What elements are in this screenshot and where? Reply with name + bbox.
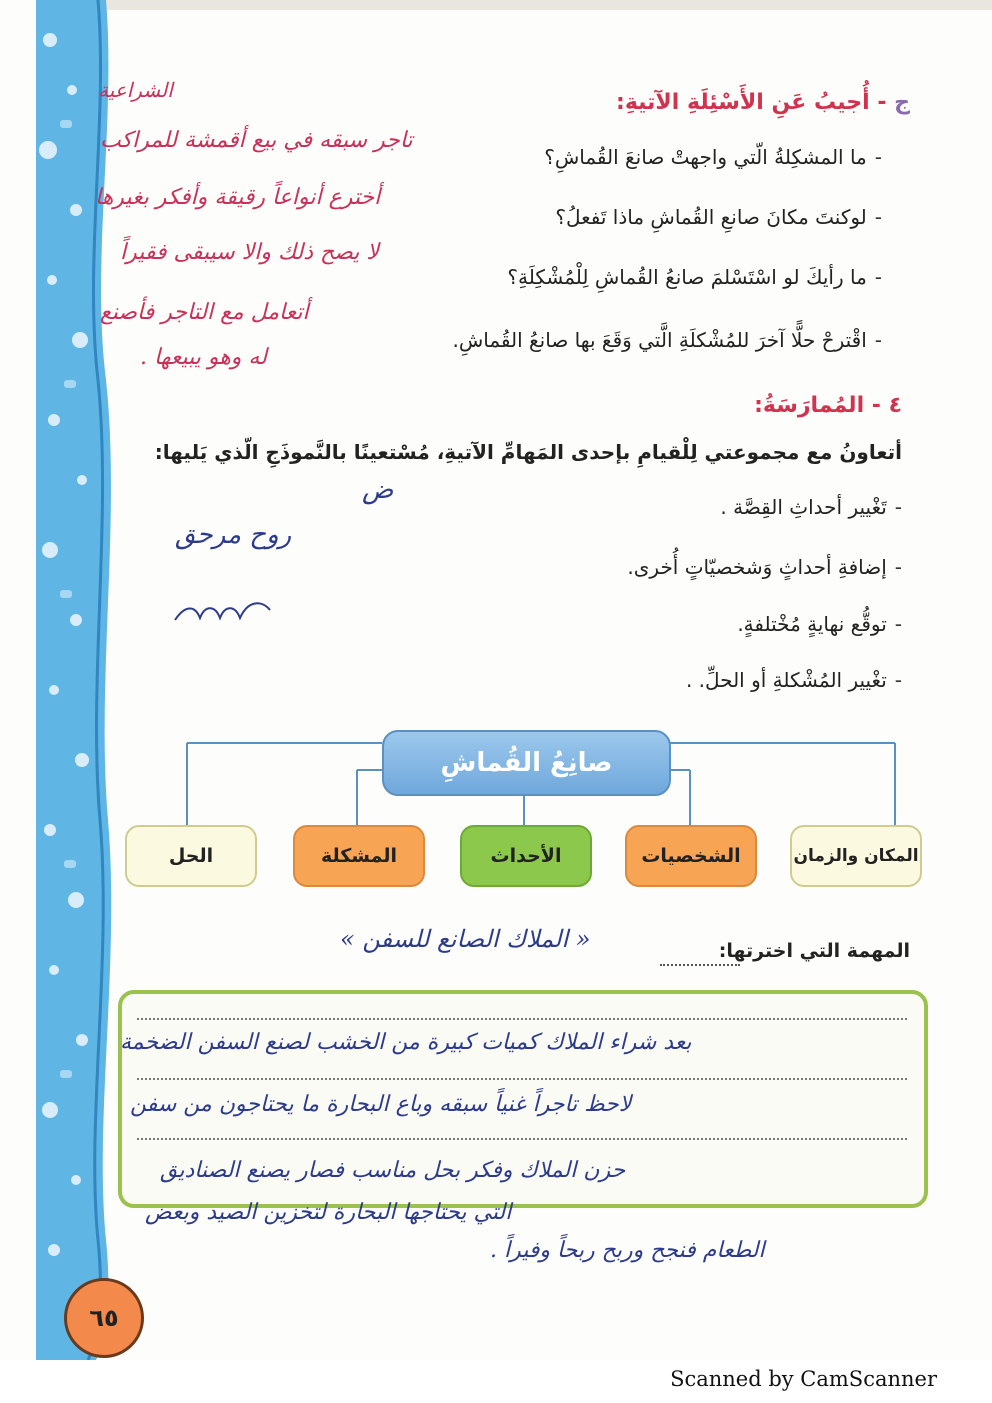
page-number-badge: [64, 1278, 144, 1358]
task-option-1: -تَغْيير أحداثِ القِصَّة .: [720, 495, 902, 519]
writing-line: [137, 1076, 907, 1080]
answer-4: أتعامل مع التاجر فأصنع: [100, 300, 309, 325]
answer-4-continuation: له وهو يبيعها .: [140, 345, 267, 370]
question-1-text: ما المشكِلةُ الّتي واجهتْ صانعَ القُماشِ؟: [544, 145, 867, 169]
section-c-title: أُجيبُ عَنِ الأَسْئِلَةِ الآتيةِ:: [616, 90, 870, 115]
answer-1: تاجر سبقه في بيع أقمشة للمراكب: [100, 128, 413, 153]
node-characters: الشخصيات: [625, 825, 757, 887]
answer-3: لا يصح ذلك والا سيبقى فقيراً: [120, 240, 379, 265]
task-option-4: -تغْيير المُشْكلةِ أو الحلِّ. .: [685, 668, 902, 692]
section-letter: ج: [894, 90, 910, 115]
node-problem: المشكلة: [293, 825, 425, 887]
writing-line: [137, 1136, 907, 1140]
question-3-text: ما رأيكَ لو اسْتَسْلمَ صانعُ القُماشِ لِلْمُشْكِلَةِ؟: [507, 265, 867, 289]
task-option-2: -إضافةِ أحداثٍ وَشخصيّاتٍ أُخرى.: [627, 555, 902, 579]
task-option-4-text: تغْيير المُشْكلةِ أو الحلِّ. .: [685, 668, 887, 692]
task-option-3: -توقُّع نهايةٍ مُخْتلفةٍ.: [737, 612, 902, 636]
practice-instruction: أتعاونُ مع مجموعتي لِلْقيامِ بإحدى المَهامِّ الآتيةِ، مُسْتعينًا بالنَّموذَجِ الّذي يَليها:: [154, 440, 902, 464]
chosen-task-label: المهمة التي اخترتها:: [718, 940, 910, 962]
story-line-1: بعد شراء الملاك كميات كبيرة من الخشب لصنع السفن الضخمة: [120, 1030, 692, 1055]
section-4-heading: ٤ - المُمارَسَةُ:: [754, 393, 902, 418]
scanner-credit: Scanned by CamScanner: [670, 1367, 937, 1391]
scribble-loops: [170, 580, 290, 630]
node-events: الأحداث: [460, 825, 592, 887]
writing-line: [137, 1016, 907, 1020]
node-solution: الحل: [125, 825, 257, 887]
margin-note: الشراعية: [98, 78, 173, 102]
question-4: -اقْترحْ حلًّا آخرَ للمُشْكلَةِ الَّتي وَقَعَ بها صانعُ القُماشِ.: [452, 328, 882, 352]
task-option-2-text: إضافةِ أحداثٍ وَشخصيّاتٍ أُخرى.: [627, 555, 887, 579]
story-structure-diagram: [120, 725, 930, 895]
node-place-time: المكان والزمان: [790, 825, 922, 887]
story-line-2: لاحظ تاجراً غنياً سبقه وباع البحارة ما يحتاجون من سفن: [130, 1092, 632, 1117]
story-line-4: التي يحتاجها البحارة لتخزين الصيد وبعض: [145, 1200, 512, 1225]
task-option-3-text: توقُّع نهايةٍ مُخْتلفةٍ.: [737, 612, 887, 636]
diagram-title: صانِعُ القُماشِ: [382, 730, 671, 796]
scribble-text: روح مرحق: [175, 520, 292, 550]
question-2-text: لوكنتَ مكانَ صانعِ القُماشِ ماذا تَفعلُ؟: [555, 205, 867, 229]
scan-top-edge: [40, 0, 992, 10]
answer-2: أخترع أنواعاً رقيقة وأفكر بغيرها: [95, 185, 381, 210]
chosen-task-dotted-line: [660, 940, 740, 966]
section-c-heading: [560, 90, 910, 126]
story-line-3: حزن الملاك وفكر بحل مناسب فصار يصنع الصناديق: [160, 1158, 626, 1183]
question-2: -لوكنتَ مكانَ صانعِ القُماشِ ماذا تَفعلُ؟: [555, 205, 882, 229]
page-number: ٦٥: [89, 1304, 119, 1332]
scribble-mark: ض: [362, 475, 394, 505]
question-3: -ما رأيكَ لو اسْتَسْلمَ صانعُ القُماشِ لِلْمُشْكِلَةِ؟: [507, 265, 882, 289]
chosen-task-answer: « الملاك الصانع للسفن »: [340, 925, 591, 953]
story-line-5: الطعام فنجح وربح ربحاً وفيراً .: [490, 1238, 765, 1263]
question-4-text: اقْترحْ حلًّا آخرَ للمُشْكلَةِ الَّتي وَقَعَ بها صانعُ القُماشِ.: [452, 328, 867, 352]
task-option-1-text: تَغْيير أحداثِ القِصَّة .: [720, 495, 887, 519]
question-1: -ما المشكِلةُ الّتي واجهتْ صانعَ القُماشِ؟: [544, 145, 882, 169]
heading-dash: -: [877, 90, 887, 115]
